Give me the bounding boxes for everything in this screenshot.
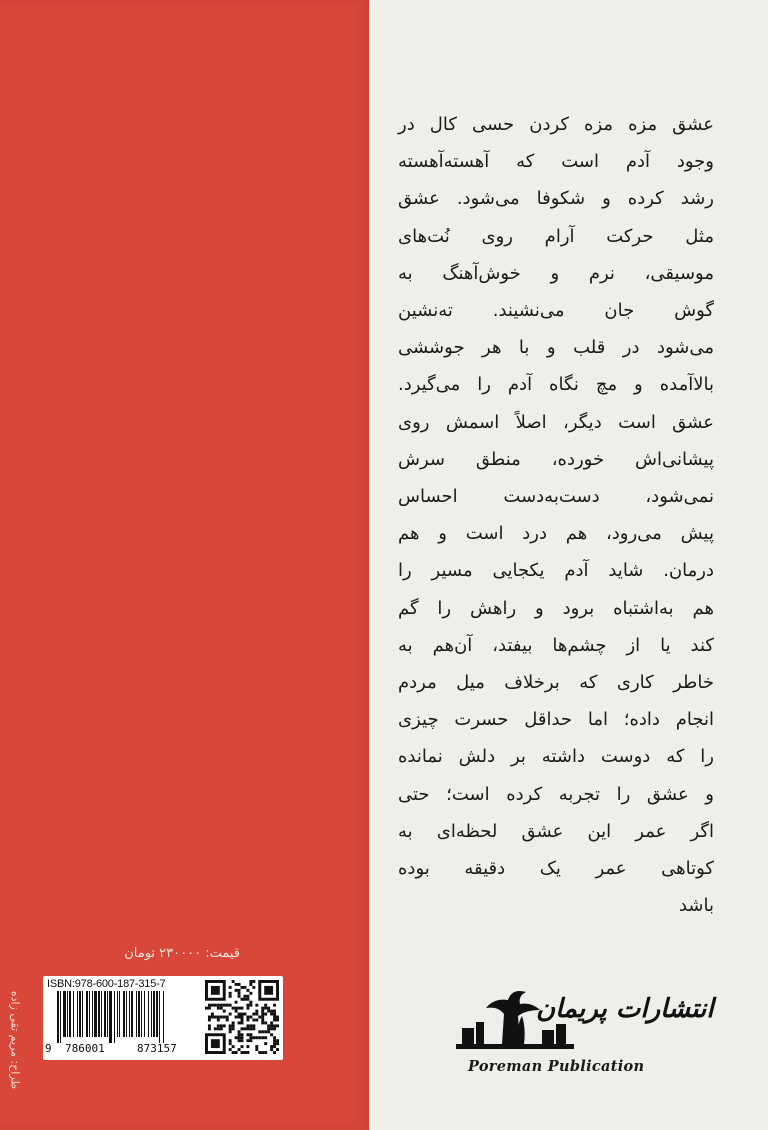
qr-module (205, 1007, 208, 1010)
qr-module (255, 1036, 258, 1039)
qr-module (276, 1018, 279, 1021)
qr-module (249, 1033, 252, 1036)
qr-module (276, 1016, 279, 1019)
qr-module (217, 1016, 220, 1019)
qr-module (246, 995, 249, 998)
qr-module (264, 1036, 267, 1039)
qr-module (249, 1024, 252, 1027)
qr-module (264, 1051, 267, 1054)
qr-module (238, 1007, 241, 1010)
barcode-bar (107, 991, 108, 1037)
qr-module (238, 1036, 241, 1039)
qr-module (235, 983, 238, 986)
barcode-bar (67, 991, 68, 1037)
back-cover-blurb (398, 106, 714, 924)
qr-module (249, 1039, 252, 1042)
blurb-line: گوش جان می‌نشیند. ته‌نشین (398, 300, 714, 322)
qr-module (273, 1018, 276, 1021)
qr-module (249, 992, 252, 995)
qr-module (258, 1030, 261, 1033)
barcode-bar (156, 991, 158, 1037)
publisher-name-fa: انتشارات پریمان (536, 994, 714, 1024)
qr-module (258, 1051, 261, 1054)
blurb-line: اگر عمر این عشق لحظه‌ای به (398, 820, 714, 842)
qr-module (241, 1021, 244, 1024)
blurb-line: می‌شود در قلب و با هر جوششی (398, 337, 714, 359)
barcode-bar (141, 991, 142, 1037)
qr-module (238, 992, 241, 995)
qr-module (223, 1010, 226, 1013)
qr-module (229, 1039, 232, 1042)
qr-module (229, 1027, 232, 1030)
blurb-line: رشد کرده و شکوفا می‌شود. عشق (398, 188, 714, 210)
blurb-line: بالاآمده و مچ نگاه آدم را می‌گیرد. (398, 374, 714, 396)
qr-module (238, 1021, 241, 1024)
qr-module (232, 1021, 235, 1024)
qr-module (270, 1010, 273, 1013)
barcode-bar (57, 991, 59, 1043)
qr-module (255, 1048, 258, 1051)
qr-module (273, 1051, 276, 1054)
blurb-line: انجام داده؛ اما حداقل حسرت چیزی (398, 709, 714, 731)
qr-module (241, 1027, 244, 1030)
qr-module (273, 1013, 276, 1016)
qr-module (226, 1018, 229, 1021)
qr-module (243, 1051, 246, 1054)
barcode-bar (82, 991, 83, 1037)
barcode-bar (159, 991, 160, 1043)
qr-code-icon (205, 980, 279, 1054)
qr-module (241, 1013, 244, 1016)
blurb-line: عشق مزه مزه کردن حسی کال در (398, 114, 714, 135)
qr-module (267, 1024, 270, 1027)
qr-module (211, 1039, 220, 1048)
barcode-bar (94, 991, 97, 1037)
qr-module (249, 983, 252, 986)
barcode-digit-first: 9 (45, 1042, 52, 1055)
qr-module (241, 998, 244, 1001)
qr-module (220, 1004, 223, 1007)
barcode-bar (163, 991, 164, 1043)
qr-module (238, 1013, 241, 1016)
qr-module (255, 1013, 258, 1016)
barcode-bar (138, 991, 140, 1037)
qr-module (252, 1036, 255, 1039)
qr-module (273, 1010, 276, 1013)
qr-module (208, 1004, 211, 1007)
qr-module (273, 1016, 276, 1019)
qr-module (211, 986, 220, 995)
qr-module (246, 998, 249, 1001)
qr-module (211, 1004, 214, 1007)
blurb-line: کوتاهی عمر یک دقیقه بوده (398, 858, 714, 880)
blurb-line: وجود آدم است که آهسته‌آهسته (398, 151, 714, 173)
qr-module (235, 1010, 238, 1013)
qr-module (252, 1024, 255, 1027)
qr-module (249, 1036, 252, 1039)
qr-module (229, 986, 232, 989)
qr-module (276, 1048, 279, 1051)
qr-module (249, 1001, 252, 1004)
qr-module (229, 992, 232, 995)
qr-module (261, 1018, 264, 1021)
qr-module (267, 1030, 270, 1033)
qr-module (217, 1024, 220, 1027)
blurb-line: عشق است دیگر، اصلاً اسمش روی (398, 411, 714, 433)
qr-module (232, 1027, 235, 1030)
qr-module (273, 1042, 276, 1045)
qr-module (267, 1007, 270, 1010)
qr-module (273, 1039, 276, 1042)
qr-module (241, 1018, 244, 1021)
qr-module (235, 1036, 238, 1039)
qr-module (246, 989, 249, 992)
barcode-bar (77, 991, 78, 1037)
barcode-bar (117, 991, 118, 1037)
barcode-bar (136, 991, 137, 1037)
qr-module (235, 989, 238, 992)
publisher-name-en: Poreman Publication (468, 1058, 645, 1075)
barcode-bar (69, 991, 71, 1037)
qr-module (255, 1010, 258, 1013)
qr-module (208, 1016, 211, 1019)
qr-module (267, 1027, 270, 1030)
qr-module (238, 989, 241, 992)
qr-module (246, 1045, 249, 1048)
qr-module (249, 1004, 252, 1007)
qr-module (220, 1027, 223, 1030)
qr-module (264, 1042, 267, 1045)
barcode-bar (114, 991, 115, 1043)
qr-module (264, 1007, 267, 1010)
qr-module (223, 1004, 226, 1007)
barcode-bar (104, 991, 106, 1037)
qr-module (270, 1033, 273, 1036)
qr-module (214, 1016, 217, 1019)
blurb-line: مثل حرکت آرام روی نُت‌های (398, 225, 714, 247)
barcode-bar (131, 991, 133, 1037)
blurb-line: درمان. شاید آدم یکجایی مسیر را (398, 560, 714, 582)
barcode-bar (101, 991, 102, 1037)
barcode-bar (126, 991, 127, 1037)
qr-module (255, 1018, 258, 1021)
barcode-label (43, 976, 283, 1060)
qr-module (258, 1016, 261, 1019)
qr-module (241, 986, 244, 989)
qr-module (252, 986, 255, 989)
qr-module (241, 1016, 244, 1019)
qr-module (273, 1004, 276, 1007)
barcode-bar (129, 991, 130, 1037)
qr-module (238, 983, 241, 986)
qr-module (249, 1016, 252, 1019)
qr-module (229, 1048, 232, 1051)
barcode-digits (43, 1042, 205, 1056)
qr-module (243, 998, 246, 1001)
qr-module (261, 1007, 264, 1010)
qr-module (243, 995, 246, 998)
barcode-bar (89, 991, 90, 1037)
blurb-line: کند یا از چشم‌ها بیفتد، آن‌هم به (398, 634, 714, 656)
qr-module (243, 986, 246, 989)
barcode-bar (153, 991, 155, 1037)
qr-module (261, 1030, 264, 1033)
qr-module (220, 1007, 223, 1010)
qr-module (270, 1024, 273, 1027)
qr-module (249, 980, 252, 983)
barcode-bar (60, 991, 61, 1043)
qr-module (252, 1018, 255, 1021)
qr-module (220, 1016, 223, 1019)
qr-module (246, 1007, 249, 1010)
barcode-bar (98, 991, 100, 1037)
qr-module (238, 1016, 241, 1019)
qr-module (246, 1039, 249, 1042)
barcode-bar (148, 991, 149, 1037)
qr-module (211, 1013, 214, 1016)
blurb-line: نمی‌شود، دست‌به‌دست احساس (398, 486, 714, 508)
qr-module (238, 1039, 241, 1042)
qr-module (232, 1045, 235, 1048)
barcode-bar (109, 991, 112, 1043)
qr-module (232, 1007, 235, 1010)
qr-module (255, 1004, 258, 1007)
qr-module (211, 1016, 214, 1019)
designer-credit-text: طراح: مریم تقی زاده (8, 990, 22, 1090)
qr-module (273, 1036, 276, 1039)
qr-module (223, 1024, 226, 1027)
qr-module (264, 1030, 267, 1033)
qr-module (270, 1013, 273, 1016)
qr-module (208, 1007, 211, 1010)
barcode-icon (45, 991, 205, 1043)
barcode-bar (86, 991, 88, 1037)
blurb-line: را که دوست داشته بر دلش نمانده (398, 746, 714, 768)
qr-module (261, 1051, 264, 1054)
qr-module (243, 1027, 246, 1030)
qr-module (273, 1045, 276, 1048)
qr-module (208, 1018, 211, 1021)
qr-module (246, 1051, 249, 1054)
qr-module (276, 1042, 279, 1045)
blurb-line: و عشق را تجربه کرده است؛ حتی (398, 783, 714, 805)
barcode-bar (144, 991, 145, 1037)
qr-module (246, 1004, 249, 1007)
barcode-bar (63, 991, 66, 1037)
qr-module (261, 1021, 264, 1024)
barcode-digits-right: 873157 (137, 1042, 177, 1055)
qr-module (235, 1051, 238, 1054)
price-label: قیمت: ۲۳۰۰۰۰ تومان (124, 946, 240, 961)
qr-module (223, 1016, 226, 1019)
qr-module (270, 1021, 273, 1024)
qr-module (252, 980, 255, 983)
blurb-line: پیش می‌رود، هم درد است و هم (398, 523, 714, 545)
qr-module (270, 1048, 273, 1051)
qr-module (270, 1027, 273, 1030)
blurb-line: پیشانی‌اش خورده، منطق سرش (398, 448, 714, 470)
qr-module (255, 1045, 258, 1048)
qr-module (238, 1033, 241, 1036)
qr-module (217, 1018, 220, 1021)
qr-module (246, 1016, 249, 1019)
qr-module (241, 1036, 244, 1039)
qr-module (229, 1030, 232, 1033)
qr-module (232, 1024, 235, 1027)
qr-module (238, 995, 241, 998)
qr-module (261, 1016, 264, 1019)
blurb-line: هم به‌اشتباه برود و راهش را گم (398, 597, 714, 619)
qr-module (241, 1051, 244, 1054)
qr-module (232, 980, 235, 983)
qr-module (241, 1039, 244, 1042)
qr-module (229, 995, 232, 998)
barcode-bar (123, 991, 125, 1037)
qr-module (235, 1001, 238, 1004)
isbn-text: ISBN:978-600-187-315-7 (47, 978, 166, 990)
qr-module (232, 1051, 235, 1054)
qr-module (217, 1027, 220, 1030)
blurb-line: باشد (678, 895, 714, 917)
qr-module (229, 1024, 232, 1027)
qr-module (264, 1013, 267, 1016)
qr-module (246, 1018, 249, 1021)
qr-module (264, 986, 273, 995)
qr-module (214, 1027, 217, 1030)
qr-module (252, 1027, 255, 1030)
qr-module (217, 1004, 220, 1007)
qr-module (226, 1016, 229, 1019)
qr-module (238, 1048, 241, 1051)
qr-module (243, 1013, 246, 1016)
qr-module (241, 1007, 244, 1010)
qr-module (270, 1045, 273, 1048)
blurb-line: خاطر کاری که برخلاف میل مردم (398, 672, 714, 694)
qr-module (267, 1010, 270, 1013)
qr-module (246, 1024, 249, 1027)
qr-module (208, 1024, 211, 1027)
qr-module (235, 1007, 238, 1010)
qr-module (229, 1004, 232, 1007)
qr-module (261, 1010, 264, 1013)
qr-module (214, 1004, 217, 1007)
blurb-line: موسیقی، نرم و خوش‌آهنگ به (398, 262, 714, 284)
qr-module (226, 1004, 229, 1007)
qr-module (264, 1021, 267, 1024)
qr-module (273, 1024, 276, 1027)
qr-module (249, 1027, 252, 1030)
qr-module (229, 1013, 232, 1016)
designer-credit (6, 955, 24, 1125)
barcode-bar (151, 991, 152, 1037)
qr-module (246, 1033, 249, 1036)
qr-module (246, 1027, 249, 1030)
barcode-bar (73, 991, 74, 1037)
qr-module (258, 1036, 261, 1039)
barcode-digits-left: 786001 (65, 1042, 105, 1055)
qr-module (229, 1042, 232, 1045)
qr-module (261, 1036, 264, 1039)
qr-module (235, 1016, 238, 1019)
qr-module (273, 1027, 276, 1030)
qr-module (241, 1033, 244, 1036)
qr-module (238, 1030, 241, 1033)
qr-module (264, 1004, 267, 1007)
qr-module (276, 1024, 279, 1027)
qr-module (208, 1027, 211, 1030)
qr-module (217, 1007, 220, 1010)
qr-module (261, 1013, 264, 1016)
barcode-bar (119, 991, 120, 1037)
qr-module (276, 1039, 279, 1042)
barcode-bar (92, 991, 93, 1037)
qr-module (241, 1045, 244, 1048)
qr-module (220, 1024, 223, 1027)
barcode-bar (79, 991, 81, 1037)
qr-module (252, 1013, 255, 1016)
